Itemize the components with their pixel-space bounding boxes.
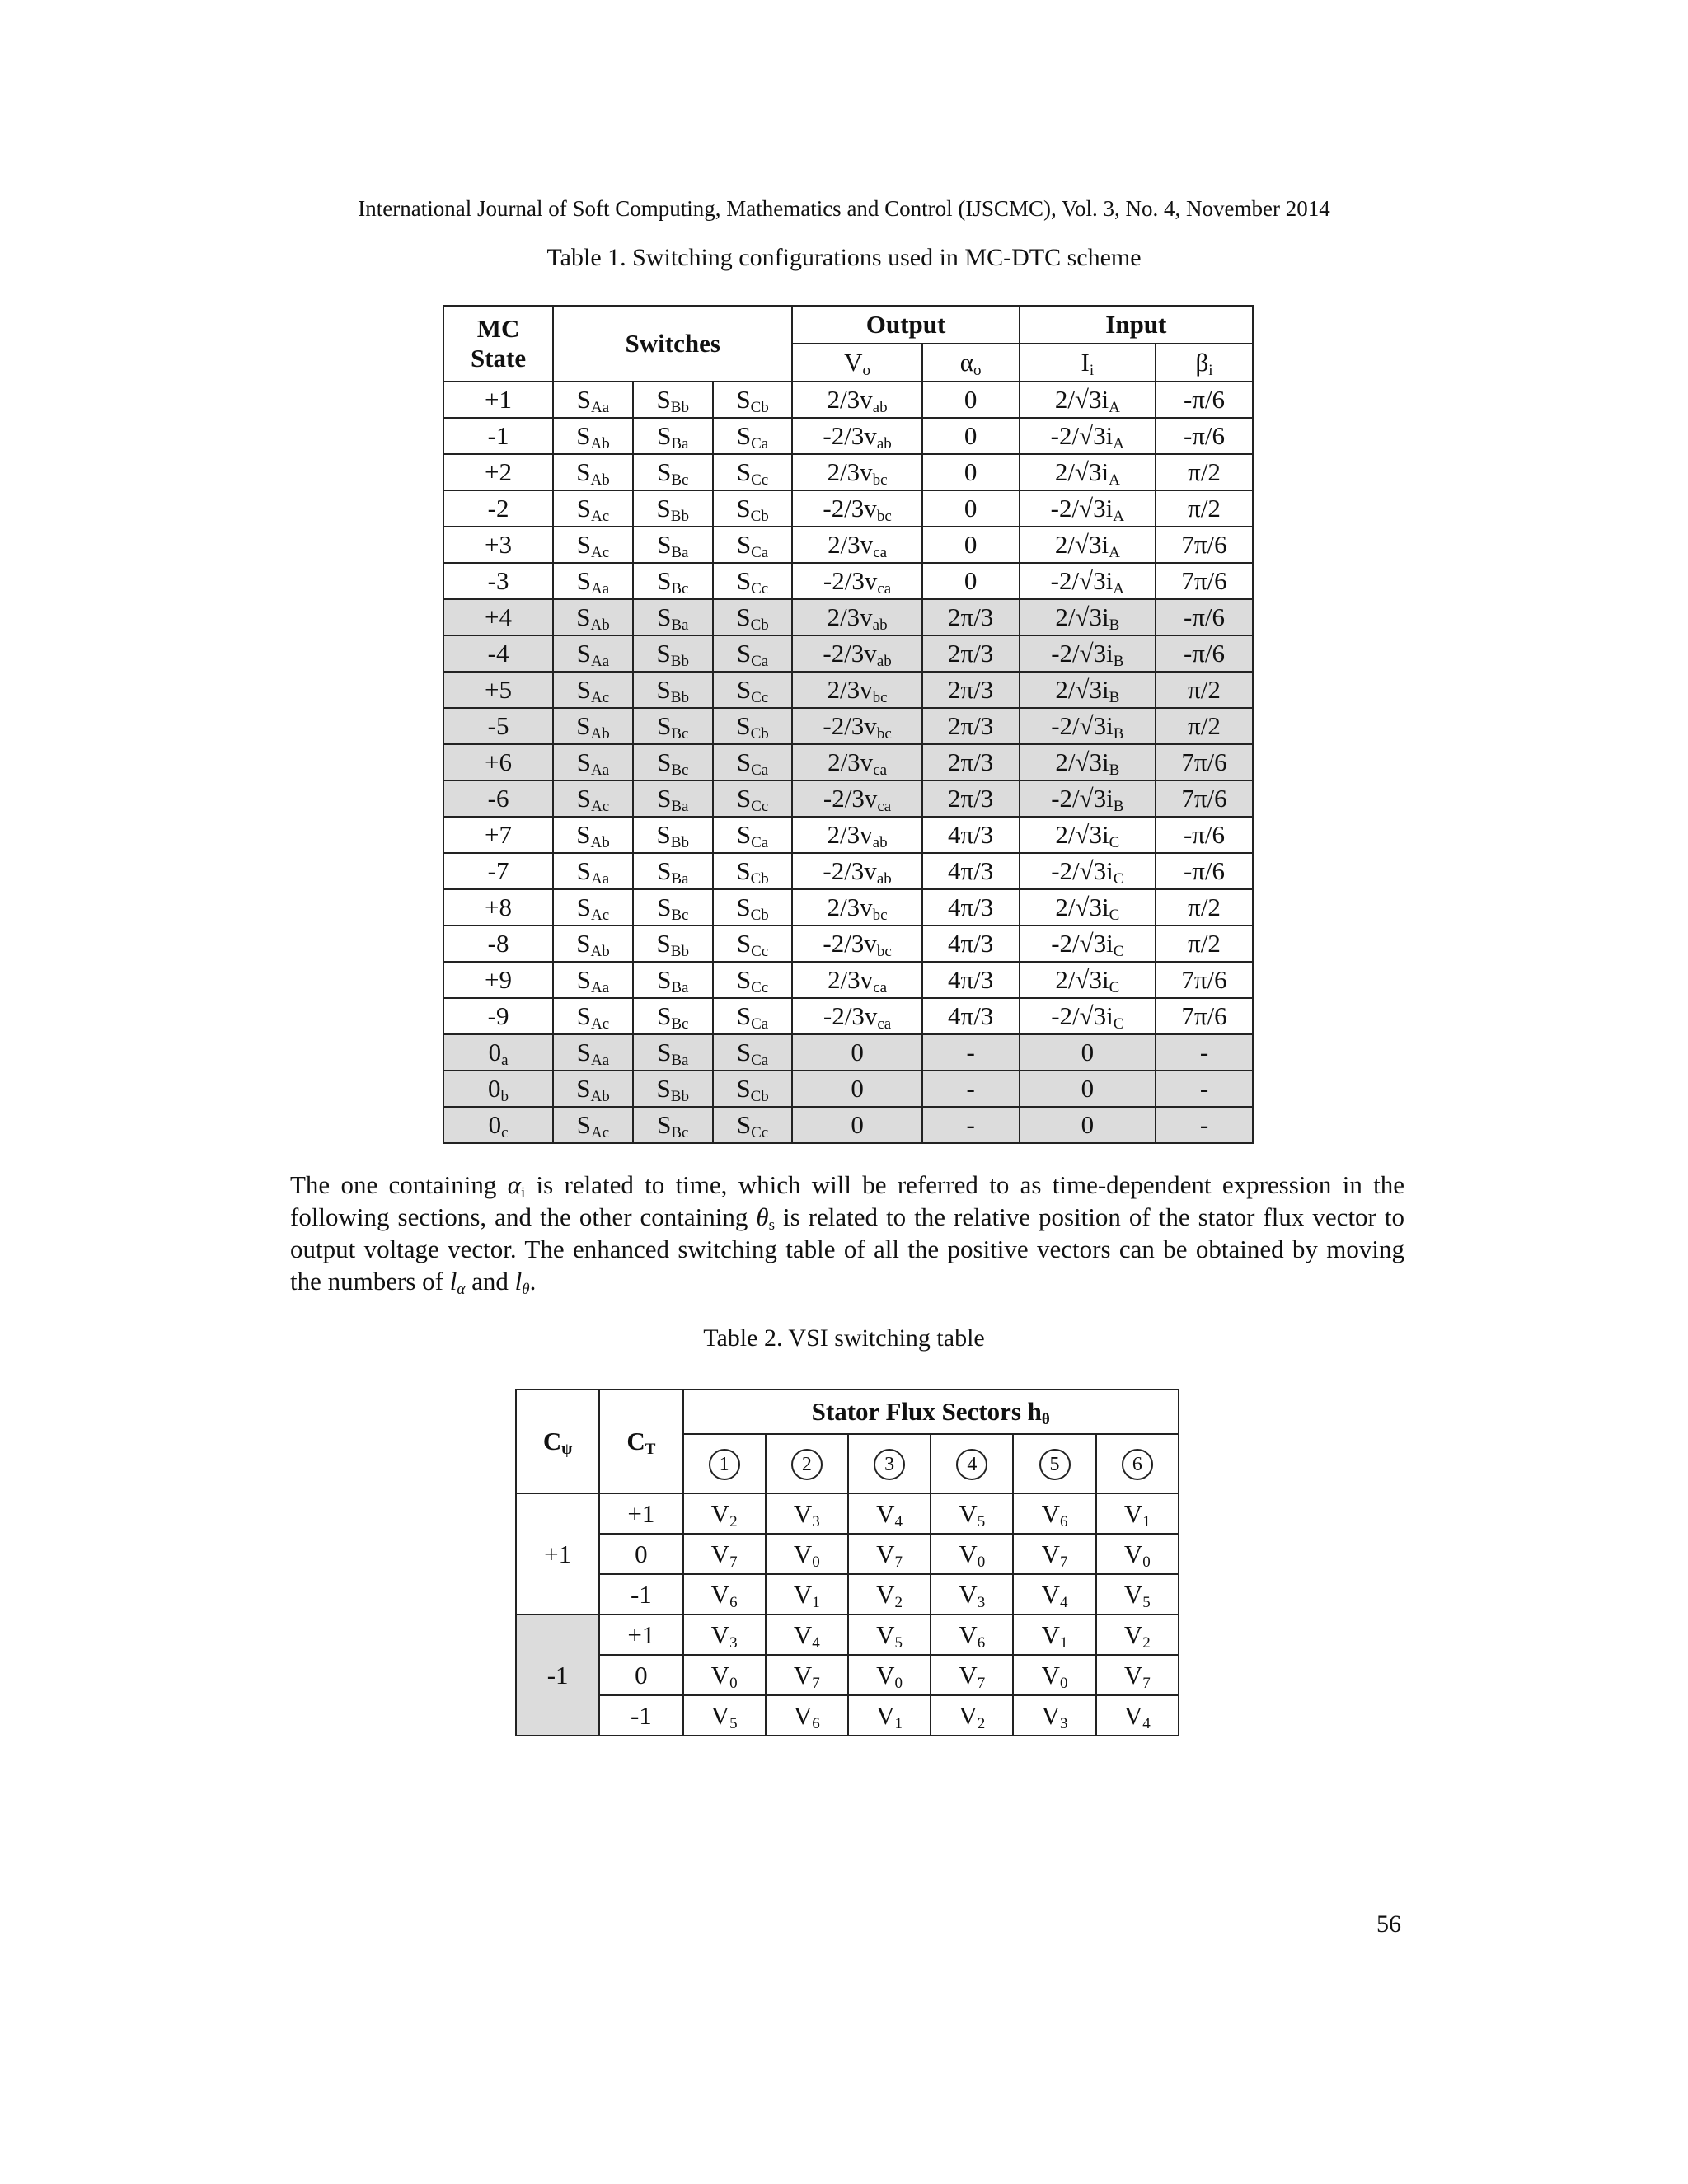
switch-cell: $S_{Bb}$ xyxy=(633,490,713,527)
input-current-cell: $2/√3i_B$ xyxy=(1020,672,1156,708)
voltage-vector-cell: $V_5$ xyxy=(848,1615,931,1655)
sector-header xyxy=(848,1434,931,1493)
output-angle-cell: 0 xyxy=(922,527,1020,563)
page-number: 56 xyxy=(1376,1910,1401,1938)
c-t-cell: 0 xyxy=(599,1655,682,1695)
input-angle-cell: π/2 xyxy=(1156,926,1253,962)
voltage-vector-cell: $V_5$ xyxy=(931,1493,1013,1534)
header-ii: $I_i$ xyxy=(1020,344,1156,382)
output-angle-cell: 2π/3 xyxy=(922,599,1020,635)
switch-cell: $S_{Bc}$ xyxy=(633,1107,713,1143)
switch-cell: $S_{Cb}$ xyxy=(713,708,793,744)
input-angle-cell: -π/6 xyxy=(1156,853,1253,889)
switch-cell: $S_{Bc}$ xyxy=(633,708,713,744)
output-voltage-cell: $-2/3v_{bc}$ xyxy=(792,490,921,527)
mc-state-cell: +7 xyxy=(443,817,553,853)
switch-cell: $S_{Ac}$ xyxy=(553,998,633,1034)
header-c-psi: $C_\psi$ xyxy=(516,1390,599,1493)
switch-cell: $S_{Ac}$ xyxy=(553,490,633,527)
output-angle-cell: - xyxy=(922,1107,1020,1143)
output-angle-cell: 2π/3 xyxy=(922,780,1020,817)
sector-number: 6 xyxy=(1122,1449,1153,1480)
voltage-vector-cell: $V_1$ xyxy=(766,1574,848,1615)
output-angle-cell: 4π/3 xyxy=(922,998,1020,1034)
switching-configurations-table xyxy=(443,305,1254,1144)
input-current-cell: $2/√3i_A$ xyxy=(1020,527,1156,563)
sector-number: 3 xyxy=(874,1449,905,1480)
voltage-vector-cell: $V_2$ xyxy=(1096,1615,1179,1655)
table1-caption: Table 1. Switching configurations used in MC-DTC scheme xyxy=(546,244,1142,271)
sector-header xyxy=(931,1434,1013,1493)
input-angle-cell: π/2 xyxy=(1156,708,1253,744)
table2-body xyxy=(516,1493,1179,1736)
switch-cell: $S_{Bb}$ xyxy=(633,817,713,853)
table1-row xyxy=(443,635,1253,672)
output-voltage-cell: $-2/3v_{ab}$ xyxy=(792,418,921,454)
switch-cell: $S_{Cc}$ xyxy=(713,672,793,708)
vsi-row xyxy=(516,1534,1179,1574)
input-angle-cell: 7π/6 xyxy=(1156,527,1253,563)
output-angle-cell: 4π/3 xyxy=(922,926,1020,962)
voltage-vector-cell: $V_2$ xyxy=(683,1493,766,1534)
output-voltage-cell: $2/3v_{bc}$ xyxy=(792,889,921,926)
voltage-vector-cell: $V_0$ xyxy=(931,1534,1013,1574)
header-output: Output xyxy=(792,306,1019,344)
table1-row xyxy=(443,490,1253,527)
mc-state-cell: +3 xyxy=(443,527,553,563)
table1-row xyxy=(443,1034,1253,1071)
voltage-vector-cell: $V_2$ xyxy=(848,1574,931,1615)
mc-state-cell: -7 xyxy=(443,853,553,889)
switch-cell: $S_{Aa}$ xyxy=(553,1034,633,1071)
voltage-vector-cell: $V_2$ xyxy=(931,1695,1013,1736)
input-angle-cell: -π/6 xyxy=(1156,382,1253,418)
sector-number: 2 xyxy=(791,1449,823,1480)
table1-row xyxy=(443,889,1253,926)
switch-cell: $S_{Ab}$ xyxy=(553,1071,633,1107)
sector-header xyxy=(766,1434,848,1493)
voltage-vector-cell: $V_1$ xyxy=(1096,1493,1179,1534)
switch-cell: $S_{Ca}$ xyxy=(713,418,793,454)
input-angle-cell: - xyxy=(1156,1034,1253,1071)
switch-cell: $S_{Ca}$ xyxy=(713,1034,793,1071)
switch-cell: $S_{Ca}$ xyxy=(713,998,793,1034)
input-current-cell: $-2/√3i_A$ xyxy=(1020,490,1156,527)
switch-cell: $S_{Cb}$ xyxy=(713,490,793,527)
mc-state-cell: +5 xyxy=(443,672,553,708)
table1-row xyxy=(443,672,1253,708)
mc-state-cell: -1 xyxy=(443,418,553,454)
voltage-vector-cell: $V_1$ xyxy=(1013,1615,1095,1655)
output-angle-cell: 4π/3 xyxy=(922,962,1020,998)
switch-cell: $S_{Cc}$ xyxy=(713,962,793,998)
switch-cell: $S_{Ab}$ xyxy=(553,418,633,454)
switch-cell: $S_{Cc}$ xyxy=(713,1107,793,1143)
input-angle-cell: -π/6 xyxy=(1156,599,1253,635)
table1-row xyxy=(443,817,1253,853)
output-voltage-cell: $2/3v_{ab}$ xyxy=(792,382,921,418)
switch-cell: $S_{Ac}$ xyxy=(553,889,633,926)
output-voltage-cell: $-2/3v_{bc}$ xyxy=(792,926,921,962)
vsi-row xyxy=(516,1655,1179,1695)
sector-number: 4 xyxy=(956,1449,987,1480)
input-current-cell: $-2/√3i_C$ xyxy=(1020,853,1156,889)
switch-cell: $S_{Ac}$ xyxy=(553,527,633,563)
voltage-vector-cell: $V_6$ xyxy=(766,1695,848,1736)
switch-cell: $S_{Bc}$ xyxy=(633,454,713,490)
input-current-cell: $2/√3i_A$ xyxy=(1020,454,1156,490)
output-voltage-cell: $-2/3v_{ab}$ xyxy=(792,853,921,889)
switch-cell: $S_{Ba}$ xyxy=(633,962,713,998)
input-current-cell: $2/√3i_C$ xyxy=(1020,889,1156,926)
input-current-cell: 0 xyxy=(1020,1107,1156,1143)
switch-cell: $S_{Bc}$ xyxy=(633,889,713,926)
switch-cell: $S_{Cc}$ xyxy=(713,563,793,599)
table1-row xyxy=(443,599,1253,635)
voltage-vector-cell: $V_7$ xyxy=(848,1534,931,1574)
output-angle-cell: 4π/3 xyxy=(922,889,1020,926)
sector-header xyxy=(683,1434,766,1493)
output-angle-cell: - xyxy=(922,1071,1020,1107)
voltage-vector-cell: $V_6$ xyxy=(931,1615,1013,1655)
output-voltage-cell: $2/3v_{ca}$ xyxy=(792,744,921,780)
input-current-cell: 0 xyxy=(1020,1071,1156,1107)
voltage-vector-cell: $V_7$ xyxy=(931,1655,1013,1695)
c-t-cell: -1 xyxy=(599,1695,682,1736)
table1-row xyxy=(443,926,1253,962)
mc-state-cell: -4 xyxy=(443,635,553,672)
input-current-cell: $2/√3i_B$ xyxy=(1020,599,1156,635)
mc-state-cell: -6 xyxy=(443,780,553,817)
switch-cell: $S_{Bb}$ xyxy=(633,1071,713,1107)
mc-state-cell: -2 xyxy=(443,490,553,527)
output-angle-cell: 2π/3 xyxy=(922,744,1020,780)
table2-caption: Table 2. VSI switching table xyxy=(703,1324,985,1352)
switch-cell: $S_{Ab}$ xyxy=(553,454,633,490)
mc-state-cell: -5 xyxy=(443,708,553,744)
input-angle-cell: 7π/6 xyxy=(1156,998,1253,1034)
output-voltage-cell: $2/3v_{bc}$ xyxy=(792,454,921,490)
sector-header xyxy=(1013,1434,1095,1493)
table1-row xyxy=(443,454,1253,490)
c-t-cell: 0 xyxy=(599,1534,682,1574)
header-alpha-o: $\alpha_o$ xyxy=(922,344,1020,382)
mc-state-cell: +4 xyxy=(443,599,553,635)
output-voltage-cell: 0 xyxy=(792,1034,921,1071)
voltage-vector-cell: $V_7$ xyxy=(1096,1655,1179,1695)
input-angle-cell: π/2 xyxy=(1156,454,1253,490)
mc-state-cell: +1 xyxy=(443,382,553,418)
output-angle-cell: - xyxy=(922,1034,1020,1071)
output-angle-cell: 0 xyxy=(922,454,1020,490)
input-angle-cell: - xyxy=(1156,1071,1253,1107)
switch-cell: $S_{Aa}$ xyxy=(553,853,633,889)
sector-number: 1 xyxy=(709,1449,740,1480)
switch-cell: $S_{Ba}$ xyxy=(633,599,713,635)
mc-state-cell: +6 xyxy=(443,744,553,780)
switch-cell: $S_{Ba}$ xyxy=(633,780,713,817)
output-angle-cell: 4π/3 xyxy=(922,817,1020,853)
output-angle-cell: 0 xyxy=(922,490,1020,527)
output-voltage-cell: $-2/3v_{bc}$ xyxy=(792,708,921,744)
input-current-cell: $2/√3i_A$ xyxy=(1020,382,1156,418)
mc-state-cell: $0_c$ xyxy=(443,1107,553,1143)
output-voltage-cell: $2/3v_{bc}$ xyxy=(792,672,921,708)
switch-cell: $S_{Bc}$ xyxy=(633,744,713,780)
voltage-vector-cell: $V_1$ xyxy=(848,1695,931,1736)
switch-cell: $S_{Bb}$ xyxy=(633,672,713,708)
table1-row xyxy=(443,744,1253,780)
switch-cell: $S_{Ab}$ xyxy=(553,708,633,744)
switch-cell: $S_{Ca}$ xyxy=(713,527,793,563)
table1-row xyxy=(443,1071,1253,1107)
table1-row xyxy=(443,563,1253,599)
voltage-vector-cell: $V_3$ xyxy=(683,1615,766,1655)
input-angle-cell: -π/6 xyxy=(1156,418,1253,454)
input-current-cell: 0 xyxy=(1020,1034,1156,1071)
header-beta-i: $\beta_i$ xyxy=(1156,344,1253,382)
c-t-cell: +1 xyxy=(599,1615,682,1655)
voltage-vector-cell: $V_6$ xyxy=(1013,1493,1095,1534)
output-voltage-cell: $-2/3v_{ca}$ xyxy=(792,780,921,817)
header-switches: Switches xyxy=(553,306,792,382)
c-t-cell: +1 xyxy=(599,1493,682,1534)
mc-state-cell: $0_a$ xyxy=(443,1034,553,1071)
voltage-vector-cell: $V_7$ xyxy=(766,1655,848,1695)
input-current-cell: $2/√3i_B$ xyxy=(1020,744,1156,780)
input-angle-cell: 7π/6 xyxy=(1156,962,1253,998)
vsi-switching-table xyxy=(515,1389,1179,1736)
table1-row xyxy=(443,853,1253,889)
header-vo: $V_o$ xyxy=(792,344,921,382)
switch-cell: $S_{Cc}$ xyxy=(713,454,793,490)
input-angle-cell: π/2 xyxy=(1156,672,1253,708)
sector-number: 5 xyxy=(1039,1449,1071,1480)
vsi-row xyxy=(516,1493,1179,1534)
output-angle-cell: 2π/3 xyxy=(922,708,1020,744)
table1-row xyxy=(443,1107,1253,1143)
switch-cell: $S_{Ba}$ xyxy=(633,418,713,454)
switch-cell: $S_{Bb}$ xyxy=(633,382,713,418)
input-current-cell: $-2/√3i_B$ xyxy=(1020,635,1156,672)
voltage-vector-cell: $V_4$ xyxy=(766,1615,848,1655)
c-psi-cell: +1 xyxy=(516,1493,599,1615)
switch-cell: $S_{Ac}$ xyxy=(553,672,633,708)
voltage-vector-cell: $V_0$ xyxy=(1096,1534,1179,1574)
output-voltage-cell: $2/3v_{ca}$ xyxy=(792,962,921,998)
voltage-vector-cell: $V_0$ xyxy=(848,1655,931,1695)
output-angle-cell: 0 xyxy=(922,563,1020,599)
table1-body xyxy=(443,382,1253,1143)
switch-cell: $S_{Ca}$ xyxy=(713,817,793,853)
voltage-vector-cell: $V_3$ xyxy=(1013,1695,1095,1736)
output-voltage-cell: $2/3v_{ab}$ xyxy=(792,599,921,635)
switch-cell: $S_{Ca}$ xyxy=(713,635,793,672)
switch-cell: $S_{Bb}$ xyxy=(633,926,713,962)
input-angle-cell: 7π/6 xyxy=(1156,780,1253,817)
switch-cell: $S_{Ac}$ xyxy=(553,1107,633,1143)
mc-state-cell: +2 xyxy=(443,454,553,490)
voltage-vector-cell: $V_4$ xyxy=(848,1493,931,1534)
voltage-vector-cell: $V_6$ xyxy=(683,1574,766,1615)
table1-row xyxy=(443,998,1253,1034)
voltage-vector-cell: $V_5$ xyxy=(683,1695,766,1736)
voltage-vector-cell: $V_4$ xyxy=(1013,1574,1095,1615)
body-paragraph: The one containing $\alpha_i$ is related to time, which will be referred to as time-dependent expression in the following sections, and the other containing $\theta_s$ is related to the relative position of the stator flux vector to output voltage vector. The enhanced switching table of all the positive vectors can be obtained by moving the numbers of $l_\alpha$ and $l_\theta$. xyxy=(290,1170,1405,1298)
mc-state-cell: +9 xyxy=(443,962,553,998)
voltage-vector-cell: $V_5$ xyxy=(1096,1574,1179,1615)
mc-state-cell: +8 xyxy=(443,889,553,926)
switch-cell: $S_{Bb}$ xyxy=(633,635,713,672)
output-voltage-cell: 0 xyxy=(792,1107,921,1143)
mc-state-cell: $0_b$ xyxy=(443,1071,553,1107)
switch-cell: $S_{Aa}$ xyxy=(553,962,633,998)
switch-cell: $S_{Ab}$ xyxy=(553,817,633,853)
switch-cell: $S_{Bc}$ xyxy=(633,563,713,599)
mc-state-cell: -3 xyxy=(443,563,553,599)
switch-cell: $S_{Ab}$ xyxy=(553,926,633,962)
switch-cell: $S_{Ac}$ xyxy=(553,780,633,817)
output-angle-cell: 4π/3 xyxy=(922,853,1020,889)
switch-cell: $S_{Ab}$ xyxy=(553,599,633,635)
output-voltage-cell: $-2/3v_{ab}$ xyxy=(792,635,921,672)
input-current-cell: $-2/√3i_C$ xyxy=(1020,926,1156,962)
voltage-vector-cell: $V_7$ xyxy=(683,1534,766,1574)
switch-cell: $S_{Ba}$ xyxy=(633,1034,713,1071)
input-current-cell: $-2/√3i_B$ xyxy=(1020,708,1156,744)
header-c-t: $C_T$ xyxy=(599,1390,682,1493)
c-t-cell: -1 xyxy=(599,1574,682,1615)
input-angle-cell: - xyxy=(1156,1107,1253,1143)
vsi-row xyxy=(516,1615,1179,1655)
output-voltage-cell: $2/3v_{ca}$ xyxy=(792,527,921,563)
vsi-row xyxy=(516,1695,1179,1736)
voltage-vector-cell: $V_3$ xyxy=(766,1493,848,1534)
input-current-cell: $-2/√3i_A$ xyxy=(1020,418,1156,454)
table1-row xyxy=(443,382,1253,418)
sector-header xyxy=(1096,1434,1179,1493)
input-current-cell: $2/√3i_C$ xyxy=(1020,962,1156,998)
switch-cell: $S_{Cb}$ xyxy=(713,853,793,889)
voltage-vector-cell: $V_0$ xyxy=(766,1534,848,1574)
switch-cell: $S_{Aa}$ xyxy=(553,744,633,780)
switch-cell: $S_{Aa}$ xyxy=(553,563,633,599)
input-angle-cell: π/2 xyxy=(1156,889,1253,926)
output-angle-cell: 2π/3 xyxy=(922,672,1020,708)
input-current-cell: $-2/√3i_B$ xyxy=(1020,780,1156,817)
table1-row xyxy=(443,962,1253,998)
switch-cell: $S_{Bc}$ xyxy=(633,998,713,1034)
output-voltage-cell: 0 xyxy=(792,1071,921,1107)
voltage-vector-cell: $V_7$ xyxy=(1013,1534,1095,1574)
vsi-row xyxy=(516,1574,1179,1615)
voltage-vector-cell: $V_4$ xyxy=(1096,1695,1179,1736)
output-angle-cell: 0 xyxy=(922,382,1020,418)
switch-cell: $S_{Aa}$ xyxy=(553,382,633,418)
mc-state-cell: -8 xyxy=(443,926,553,962)
switch-cell: $S_{Cb}$ xyxy=(713,382,793,418)
table1-row xyxy=(443,418,1253,454)
switch-cell: $S_{Cb}$ xyxy=(713,889,793,926)
input-angle-cell: π/2 xyxy=(1156,490,1253,527)
switch-cell: $S_{Aa}$ xyxy=(553,635,633,672)
input-angle-cell: 7π/6 xyxy=(1156,563,1253,599)
output-angle-cell: 2π/3 xyxy=(922,635,1020,672)
switch-cell: $S_{Cb}$ xyxy=(713,1071,793,1107)
input-angle-cell: -π/6 xyxy=(1156,817,1253,853)
input-angle-cell: -π/6 xyxy=(1156,635,1253,672)
table1-row xyxy=(443,780,1253,817)
table1-row xyxy=(443,527,1253,563)
output-voltage-cell: $-2/3v_{ca}$ xyxy=(792,998,921,1034)
input-angle-cell: 7π/6 xyxy=(1156,744,1253,780)
header-mc-state: MC State xyxy=(443,306,553,382)
switch-cell: $S_{Cc}$ xyxy=(713,926,793,962)
switch-cell: $S_{Ba}$ xyxy=(633,527,713,563)
switch-cell: $S_{Cb}$ xyxy=(713,599,793,635)
output-voltage-cell: $-2/3v_{ca}$ xyxy=(792,563,921,599)
output-angle-cell: 0 xyxy=(922,418,1020,454)
input-current-cell: $-2/√3i_C$ xyxy=(1020,998,1156,1034)
mc-state-cell: -9 xyxy=(443,998,553,1034)
input-current-cell: $-2/√3i_A$ xyxy=(1020,563,1156,599)
table1-row xyxy=(443,708,1253,744)
voltage-vector-cell: $V_3$ xyxy=(931,1574,1013,1615)
switch-cell: $S_{Cc}$ xyxy=(713,780,793,817)
header-input: Input xyxy=(1020,306,1253,344)
running-head: International Journal of Soft Computing, Mathematics and Control (IJSCMC), Vol. 3, No. 4, November 2014 xyxy=(358,196,1330,221)
c-psi-cell: -1 xyxy=(516,1615,599,1736)
header-stator-flux-sectors: Stator Flux Sectors $h_\theta$ xyxy=(683,1390,1179,1434)
input-current-cell: $2/√3i_C$ xyxy=(1020,817,1156,853)
voltage-vector-cell: $V_0$ xyxy=(1013,1655,1095,1695)
switch-cell: $S_{Ca}$ xyxy=(713,744,793,780)
voltage-vector-cell: $V_0$ xyxy=(683,1655,766,1695)
output-voltage-cell: $2/3v_{ab}$ xyxy=(792,817,921,853)
switch-cell: $S_{Ba}$ xyxy=(633,853,713,889)
